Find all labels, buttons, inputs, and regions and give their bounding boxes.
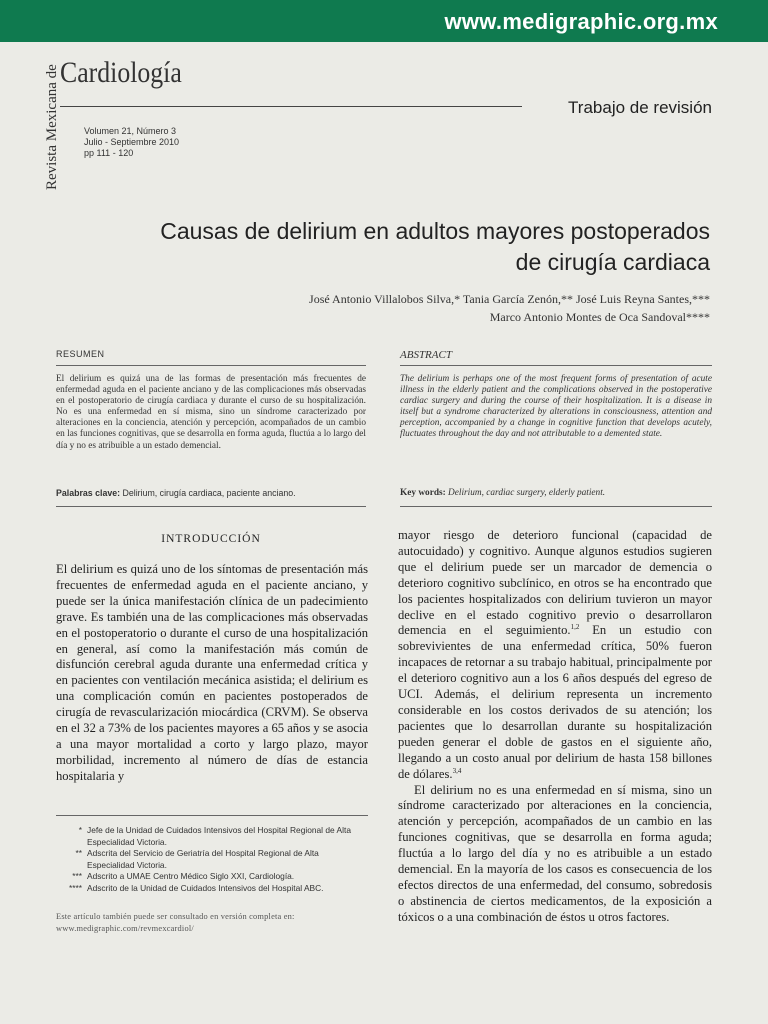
article-title-line1: Causas de delirium en adultos mayores postoperados bbox=[160, 218, 710, 244]
issue-pages: pp 111 - 120 bbox=[84, 148, 134, 158]
intro-paragraph-3: El delirium no es una enfermedad en sí misma, sino un síndrome caracterizado por alteraciones en la conciencia, atención y percepción, acompañados de un cambio en las funciones cognitivas, que se desarrolla en forma aguda; fluctúa a lo largo del día y no es atribuible a un estado demencial. En la mayoría de los casos es consecuencia de los efectos directos de una enfermedad, del consumo, sobredosis o abstinencia de ciertos medicamentos, de la exposición a tóxicos o a una combinación de éstos u otros factores. bbox=[398, 782, 712, 924]
journal-vertical-label: Revista Mexicana de bbox=[44, 64, 60, 190]
key-words-values: Delirium, cardiac surgery, elderly patient. bbox=[448, 488, 606, 498]
footnote-text: Adscrito a UMAE Centro Médico Siglo XXI, Cardiología. bbox=[87, 871, 295, 881]
header-divider bbox=[60, 106, 522, 107]
footnote-mark: ** bbox=[75, 848, 82, 858]
online-note-link[interactable]: www.medigraphic.com/revmexcardiol/ bbox=[56, 923, 194, 933]
footnote-text: Adscrito de la Unidad de Cuidados Intensivos del Hospital ABC. bbox=[87, 882, 324, 893]
issue-volume: Volumen 21, Número 3 bbox=[84, 126, 177, 136]
author-footnotes bbox=[56, 825, 368, 894]
issue-info bbox=[84, 126, 179, 159]
footnote-item bbox=[56, 825, 368, 848]
citation-3-4: 3,4 bbox=[452, 766, 462, 775]
abstract-divider bbox=[400, 365, 712, 366]
intro-paragraph-1: El delirium es quizá uno de los síntomas de presentación más frecuentes de enfermedad aguda en el paciente anciano, y puede ser la única manifestación clínica de un padecimiento grave. Es también una de las complicaciones más observadas en el postoperatorio o durante el curso de una hospitalización en general, así como la manifestación más común de disfunción cerebral aguda durante una enfermedad crítica y en pacientes con ventilación mecánica asistida; el delirium es una complicación común en pacientes postoperados de cirugía de revascularización miocárdica (CRVM). Se observa en el 32 a 73% de los pacientes mayores a 65 años y se asocia a una mayor mortalidad a corto y largo plazo, mayor morbilidad, incremento al número de días de estancia hospitalaria y bbox=[56, 562, 368, 783]
key-words-label: Key words: bbox=[400, 488, 446, 498]
online-note-text: Este artículo también puede ser consultado en versión completa en: bbox=[56, 912, 295, 921]
intro-paragraph-2 bbox=[398, 528, 712, 783]
site-banner bbox=[0, 0, 768, 42]
authors-line1: José Antonio Villalobos Silva,* Tania García Zenón,** José Luis Reyna Santes,*** bbox=[309, 292, 710, 306]
citation-1-2: 1,2 bbox=[570, 623, 580, 632]
authors-line2: Marco Antonio Montes de Oca Sandoval**** bbox=[489, 310, 710, 324]
journal-name: Cardiología bbox=[60, 56, 182, 89]
resumen-bottom-divider bbox=[56, 506, 366, 507]
footnote-mark: **** bbox=[68, 882, 82, 893]
intro-p2-part-a: mayor riesgo de deterioro funcional (capacidad de autocuidado) y cognitivo. Aunque algunos estudios sugieren que el delirium puede ser un marcador de demencia o deterioro cognitivo subclínico, en otros se ha encontrado que los pacientes hospitalizados con delirium tuvieron un mayor declive en el estado cognitivo previo o desarrollaron demencia en el seguimiento. bbox=[398, 528, 712, 638]
footnote-item bbox=[56, 848, 368, 871]
abstract-bottom-divider bbox=[400, 506, 712, 507]
article-authors bbox=[60, 290, 710, 326]
footnote-item bbox=[56, 871, 368, 883]
site-url-link[interactable]: www.medigraphic.org.mx bbox=[444, 9, 718, 34]
abstract-heading: ABSTRACT bbox=[400, 349, 452, 361]
resumen-divider bbox=[56, 365, 366, 366]
issue-date: Julio - Septiembre 2010 bbox=[84, 137, 180, 147]
palabras-clave-label: Palabras clave: bbox=[56, 488, 121, 498]
intro-p2-part-b: En un estudio con sobrevivientes de una enfermedad crítica, 50% fueron incapaces de retornar a su trabajo habitual, principalmente por el deterioro cognitivo aun a los 6 años después del egreso de UCI. Además, el delirium representa un incremento considerable en los costos derivados de su atención; los pacientes que lo desarrollan durante su hospitalización pueden generar el doble de gastos en el siguiente año, llegando a un costo anual por delirium de hasta 158 billones de dólares. bbox=[398, 623, 712, 781]
footnote-item bbox=[56, 883, 368, 895]
palabras-clave-values: Delirium, cirugía cardiaca, paciente anciano. bbox=[122, 488, 296, 498]
resumen-text: El delirium es quizá una de las formas de presentación más frecuentes de enfermedad aguda en el paciente anciano y de las complicaciones más observadas en el postoperatorio de cirugía cardiaca y durante el curso de su hospitalización. No es una enfermedad en sí misma, sino un síndrome caracterizado por alteraciones en la conciencia, atención y percepción, acompañados de un cambio en las funciones cognitivas, que se desarrolla en forma aguda, fluctúa a lo largo del día y no es atribuible a un estado demencial. bbox=[56, 374, 366, 451]
footnote-mark: *** bbox=[72, 871, 82, 881]
palabras-clave bbox=[56, 488, 366, 498]
key-words bbox=[400, 488, 712, 498]
footnote-divider bbox=[56, 815, 368, 816]
abstract-text: The delirium is perhaps one of the most frequent forms of presentation of acute illness in the elderly patient and the complications observed in the postoperative cardiac surgery and during the course of their hospitalization. It is a disease in itself but a syndrome characterized by alterations in consciousness, attention and perception, accompanied by a change in cognitive function that develops acutely, fluctuates throughout the day and not attributable to a demented state. bbox=[400, 374, 712, 440]
footnote-text: Jefe de la Unidad de Cuidados Intensivos del Hospital Regional de Alta Especialidad Victoria. bbox=[87, 825, 351, 847]
article-title bbox=[60, 216, 710, 278]
footnote-mark: * bbox=[78, 825, 82, 835]
intro-heading: INTRODUCCIÓN bbox=[161, 533, 261, 545]
article-title-line2: de cirugía cardiaca bbox=[515, 249, 710, 275]
body-column-right bbox=[398, 528, 712, 926]
footnote-text: Adscrita del Servicio de Geriatría del Hospital Regional de Alta Especialidad Victoria. bbox=[87, 848, 319, 870]
body-column-left bbox=[56, 562, 368, 785]
section-type: Trabajo de revisión bbox=[568, 98, 712, 117]
resumen-heading: RESUMEN bbox=[56, 349, 105, 359]
online-version-note bbox=[56, 911, 376, 934]
